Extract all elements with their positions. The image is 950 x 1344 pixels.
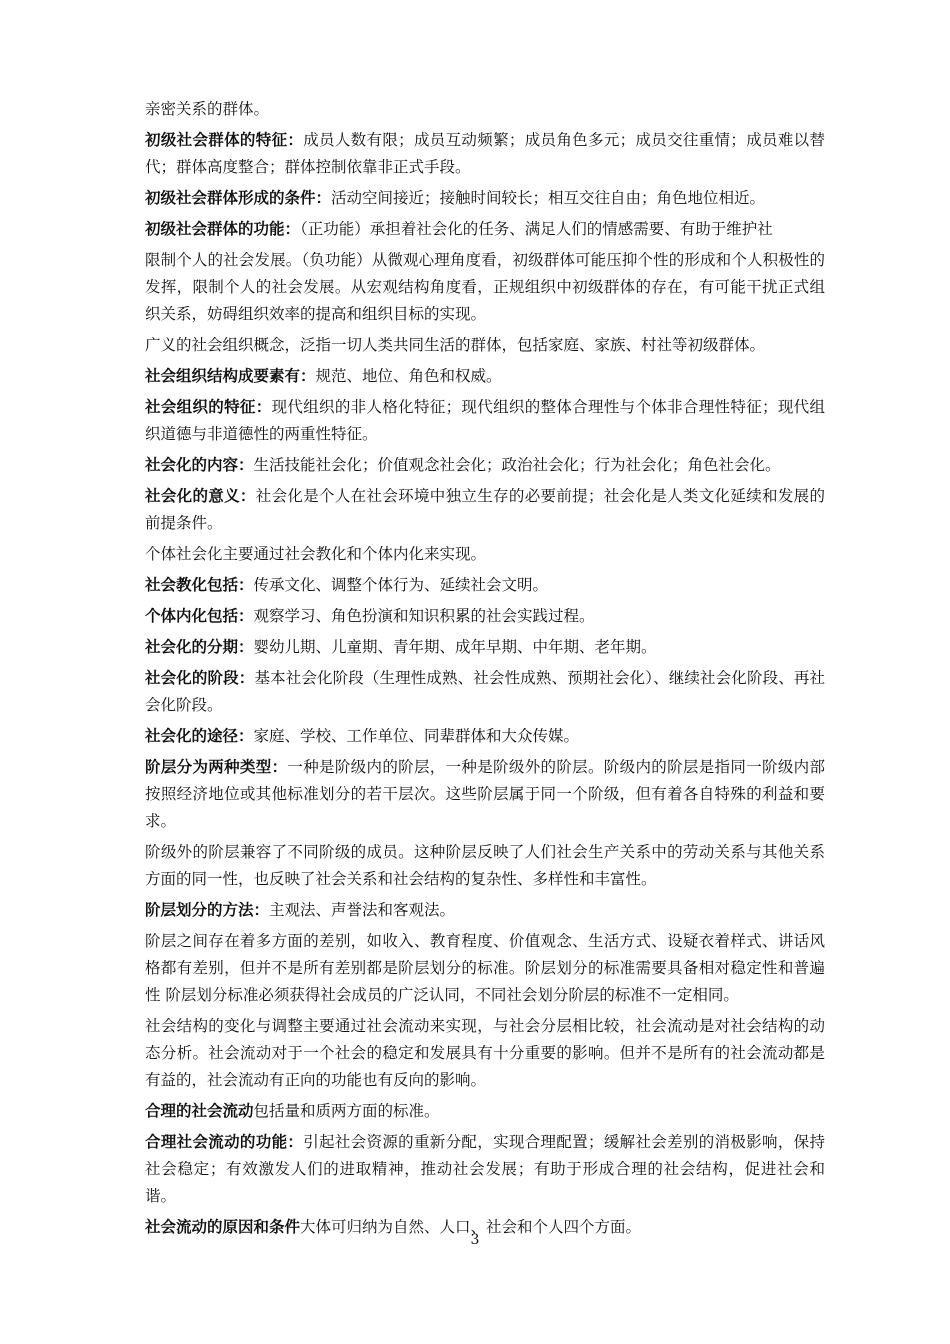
- paragraph-11: 社会教化包括：传承文化、调整个体行为、延续社会文明。: [145, 575, 549, 594]
- paragraph-2: 初级社会群体形成的条件：活动空间接近；接触时间较长；相互交往自由；角色地位相近。: [145, 188, 766, 207]
- paragraph-5: 广义的社会组织概念，泛指一切人类共同生活的群体，包括家庭、家族、村社等初级群体。: [145, 336, 766, 354]
- paragraph-8: 社会化的内容：生活技能社会化；价值观念社会化；政治社会化；行为社会化；角色社会化。: [145, 455, 781, 474]
- paragraph-6: 社会组织结构成要素有：规范、地位、角色和权威。: [145, 366, 502, 385]
- paragraph-21: 合理的社会流动包括量和质两方面的标准。: [145, 1101, 440, 1120]
- paragraph-17: 阶级外的阶层兼容了不同阶级的成员。这种阶层反映了人们社会生产关系中的劳动关系与其他关系方面的同一性，也反映了社会关系和社会结构的复杂性、多样性和丰富性。: [145, 843, 825, 888]
- paragraph-18: 阶层划分的方法：主观法、声誉法和客观法。: [145, 900, 456, 919]
- paragraph-15: 社会化的途径：家庭、学校、工作单位、同辈群体和大众传媒。: [145, 726, 580, 745]
- paragraph-7: 社会组织的特征：现代组织的非人格化特征；现代组织的整体合理性与个体非合理性特征；现代组织道德与非道德性的两重性特征。: [145, 397, 825, 443]
- paragraph-10: 个体社会化主要通过社会教化和个体内化来实现。: [145, 545, 487, 563]
- paragraph-0: 亲密关系的群体。: [145, 100, 270, 118]
- paragraph-20: 社会结构的变化与调整主要通过社会流动来实现，与社会分层相比较，社会流动是对社会结构的动态分析。社会流动对于一个社会的稳定和发展具有十分重要的影响。但并不是所有的社会流动都是有益的，社会流动有正向的功能也有反向的影响。: [145, 1017, 825, 1089]
- paragraph-14: 社会化的阶段：基本社会化阶段（生理性成熟、社会性成熟、预期社会化）、继续社会化阶段、再社会化阶段。: [145, 668, 825, 714]
- page-number: 3: [470, 1232, 480, 1248]
- paragraph-22: 合理社会流动的功能：引起社会资源的重新分配，实现合理配置；缓解社会差别的消极影响，保持社会稳定；有效激发人们的进取精神，推动社会发展；有助于形成合理的社会结构，促进社会和谐。: [145, 1132, 825, 1205]
- paragraph-9: 社会化的意义：社会化是个人在社会环境中独立生存的必要前提；社会化是人类文化延续和发展的前提条件。: [145, 486, 825, 532]
- paragraph-16: 阶层分为两种类型：一种是阶级内的阶层，一种是阶级外的阶层。阶级内的阶层是指同一阶级内部按照经济地位或其他标准划分的若干层次。这些阶层属于同一个阶级，但有着各自特殊的利益和要求。: [145, 757, 825, 830]
- paragraph-3: 初级社会群体的功能：（正功能）承担着社会化的任务、满足人们的情感需要、有助于维护社: [145, 219, 773, 238]
- document-body: [145, 95, 825, 1244]
- paragraph-4: 限制个人的社会发展。（负功能）从微观心理角度看，初级群体可能压抑个性的形成和个人积极性的发挥，限制个人的社会发展。从宏观结构角度看，正规组织中初级群体的存在，有可能干扰正式组织关系，妨碍组织效率的提高和组织目标的实现。: [145, 251, 825, 323]
- paragraph-13: 社会化的分期：婴幼儿期、儿童期、青年期、成年早期、中年期、老年期。: [145, 637, 657, 656]
- paragraph-12: 个体内化包括：观察学习、角色扮演和知识积累的社会实践过程。: [145, 606, 595, 625]
- paragraph-23: 社会流动的原因和条件大体可归纳为自然、人口、社会和个人四个方面。: [145, 1217, 642, 1236]
- paragraph-19: 阶层之间存在着多方面的差别，如收入、教育程度、价值观念、生活方式、设疑衣着样式、讲话风格都有差别，但并不是所有差别都是阶层划分的标准。阶层划分的标准需要具备相对稳定性和普遍性 阶层划分标准必须获得社会成员的广泛认同，不同社会划分阶层的标准不一定相同。: [145, 932, 825, 1004]
- paragraph-1: 初级社会群体的特征：成员人数有限；成员互动频繁；成员角色多元；成员交往重情；成员难以替代；群体高度整合；群体控制依靠非正式手段。: [145, 130, 825, 176]
